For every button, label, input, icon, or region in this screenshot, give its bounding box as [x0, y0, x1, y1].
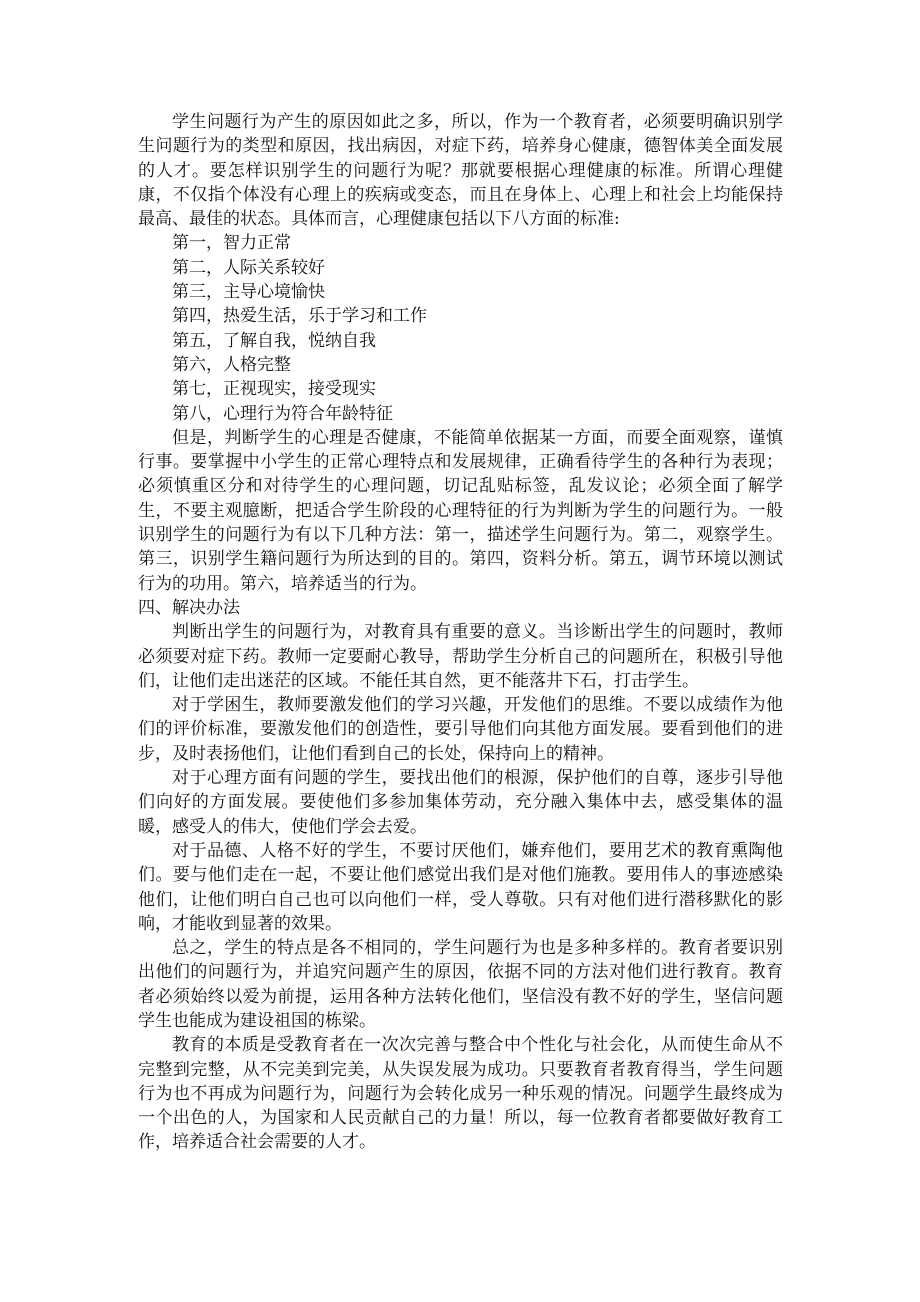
standard-item-6: 第六，人格完整 — [172, 354, 291, 375]
standard-item-3: 第三，主导心境愉快 — [172, 282, 325, 303]
solution-paragraph-4: 对于品德、人格不好的学生，不要讨厌他们，嫌弃他们，要用艺术的教育熏陶他们。要与他们走在一起，不要让他们感觉出我们是对他们施教。要用伟人的事迹感染他们，让他们明白自己也可以向他们一样，受人尊敬。只有对他们进行潜移默化的影响，才能收到显著的效果。 — [138, 840, 783, 934]
solution-paragraph-1: 判断出学生的问题行为，对教育具有重要的意义。当诊断出学生的问题时，教师必须要对症下药。教师一定要耐心教导，帮助学生分析自己的问题所在，积极引导他们，让他们走出迷茫的区域。不能任其自然，更不能落井下石，打击学生。 — [138, 622, 783, 691]
closing-paragraph: 教育的本质是受教育者在一次次完善与整合中个性化与社会化，从而使生命从不完整到完整，从不完美到完美，从失误发展为成功。只要教育者教育得当，学生问题行为也不再成为问题行为，问题行为会转化成另一种乐观的情况。问题学生最终成为一个出色的人，为国家和人民贡献自己的力量！所以，每一位教育者都要做好教育工作，培养适合社会需要的人才。 — [138, 1035, 783, 1153]
solution-paragraph-2: 对于学困生，教师要激发他们的学习兴趣，开发他们的思维。不要以成绩作为他们的评价标准，要激发他们的创造性，要引导他们向其他方面发展。要看到他们的进步，及时表扬他们，让他们看到自己的长处，保持向上的精神。 — [138, 695, 783, 764]
standard-item-8: 第八，心理行为符合年龄特征 — [172, 403, 393, 424]
intro-paragraph: 学生问题行为产生的原因如此之多，所以，作为一个教育者，必须要明确识别学生问题行为的类型和原因，找出病因，对症下药，培养身心健康，德智体美全面发展的人才。要怎样识别学生的问题行为呢？那就要根据心理健康的标准。所谓心理健康，不仅指个体没有心理上的疾病或变态，而且在身体上、心理上和社会上均能保持最高、最佳的状态。具体而言，心理健康包括以下八方面的标准: — [138, 112, 783, 230]
standard-item-4: 第四，热爱生活，乐于学习和工作 — [172, 306, 427, 327]
solution-paragraph-3: 对于心理方面有问题的学生，要找出他们的根源，保护他们的自尊，逐步引导他们向好的方面发展。要使他们多参加集体劳动，充分融入集体中去，感受集体的温暖，感受人的伟大，使他们学会去爱。 — [138, 768, 783, 837]
standard-item-5: 第五，了解自我，悦纳自我 — [172, 330, 376, 351]
standard-item-7: 第七，正视现实，接受现实 — [172, 379, 376, 400]
section-heading: 四、解决办法 — [138, 597, 240, 618]
standard-item-1: 第一，智力正常 — [172, 233, 291, 254]
document-page — [138, 110, 783, 1155]
judgment-paragraph: 但是，判断学生的心理是否健康，不能简单依据某一方面，而要全面观察，谨慎行事。要掌握中小学生的正常心理特点和发展规律，正确看待学生的各种行为表现；必须慎重区分和对待学生的心理问题，切记乱贴标签，乱发议论；必须全面了解学生，不要主观臆断，把适合学生阶段的心理特征的行为判断为学生的问题行为。一般识别学生的问题行为有以下几种方法：第一，描述学生问题行为。第二，观察学生。第三，识别学生籍问题行为所达到的目的。第四，资料分析。第五，调节环境以测试行为的功用。第六，培养适当的行为。 — [138, 427, 783, 594]
standard-item-2: 第二，人际关系较好 — [172, 257, 325, 278]
conclusion-paragraph: 总之，学生的特点是各不相同的，学生问题行为也是多种多样的。教育者要识别出他们的问题行为，并追究问题产生的原因，依据不同的方法对他们进行教育。教育者必须始终以爱为前提，运用各种方法转化他们，坚信没有教不好的学生，坚信问题学生也能成为建设祖国的栋梁。 — [138, 938, 783, 1031]
